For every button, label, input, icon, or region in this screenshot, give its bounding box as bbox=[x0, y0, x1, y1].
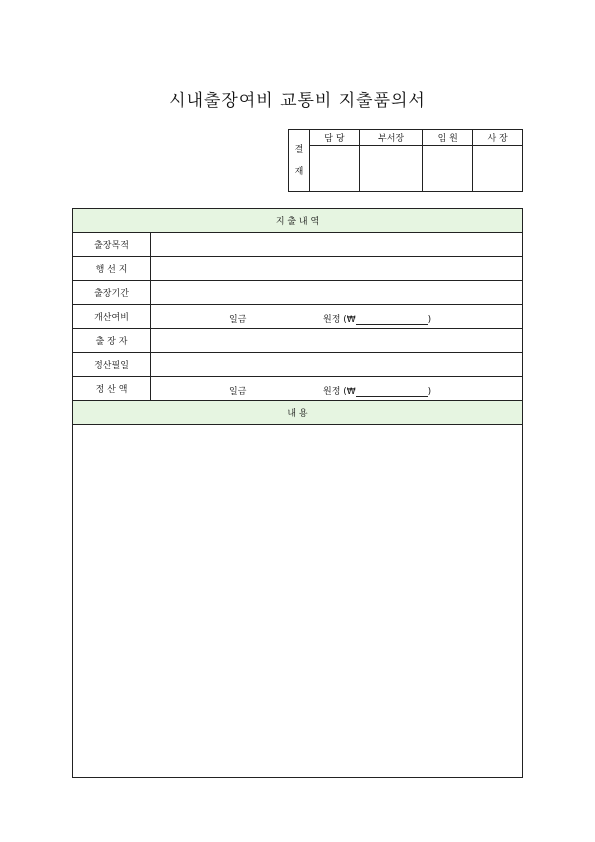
row-label-destination: 행 선 지 bbox=[73, 257, 151, 281]
approval-table bbox=[288, 129, 523, 192]
approval-header-staff: 담 당 bbox=[310, 130, 360, 146]
approval-header-dept-head: 부서장 bbox=[359, 130, 423, 146]
settlement-date-field[interactable] bbox=[151, 353, 523, 377]
table-row bbox=[73, 257, 523, 281]
content-body-field[interactable] bbox=[73, 425, 523, 778]
row-label-settlement-date: 정산필일 bbox=[73, 353, 151, 377]
approval-side-label: 결 재 bbox=[289, 130, 310, 192]
approval-sign-staff[interactable] bbox=[310, 146, 360, 192]
row-label-traveler: 출 장 자 bbox=[73, 329, 151, 353]
approval-sign-dept-head[interactable] bbox=[359, 146, 423, 192]
settlement-amount-field[interactable] bbox=[151, 377, 523, 401]
amount-prefix: 일금 bbox=[229, 387, 247, 397]
approval-header-president: 사 장 bbox=[473, 130, 523, 146]
purpose-field[interactable] bbox=[151, 233, 523, 257]
table-row bbox=[73, 305, 523, 329]
table-row bbox=[73, 281, 523, 305]
expense-section-title: 지 출 내 역 bbox=[73, 209, 523, 233]
table-row bbox=[73, 233, 523, 257]
content-section-title: 내 용 bbox=[73, 401, 523, 425]
expense-table bbox=[72, 208, 523, 778]
table-row bbox=[73, 377, 523, 401]
amount-prefix: 일금 bbox=[229, 315, 247, 325]
row-label-estimated-expense: 개산여비 bbox=[73, 305, 151, 329]
approval-header-executive: 임 원 bbox=[423, 130, 473, 146]
amount-suffix: 원정 (₩ ) bbox=[323, 387, 432, 397]
table-row bbox=[73, 353, 523, 377]
estimated-expense-field[interactable] bbox=[151, 305, 523, 329]
document-title: 시내출장여비 교통비 지출품의서 bbox=[169, 91, 426, 111]
destination-field[interactable] bbox=[151, 257, 523, 281]
period-field[interactable] bbox=[151, 281, 523, 305]
row-label-purpose: 출장목적 bbox=[73, 233, 151, 257]
traveler-field[interactable] bbox=[151, 329, 523, 353]
approval-sign-executive[interactable] bbox=[423, 146, 473, 192]
approval-sign-president[interactable] bbox=[473, 146, 523, 192]
amount-suffix: 원정 (₩ ) bbox=[323, 315, 432, 325]
row-label-period: 출장기간 bbox=[73, 281, 151, 305]
table-row bbox=[73, 329, 523, 353]
row-label-settlement-amount: 정 산 액 bbox=[73, 377, 151, 401]
